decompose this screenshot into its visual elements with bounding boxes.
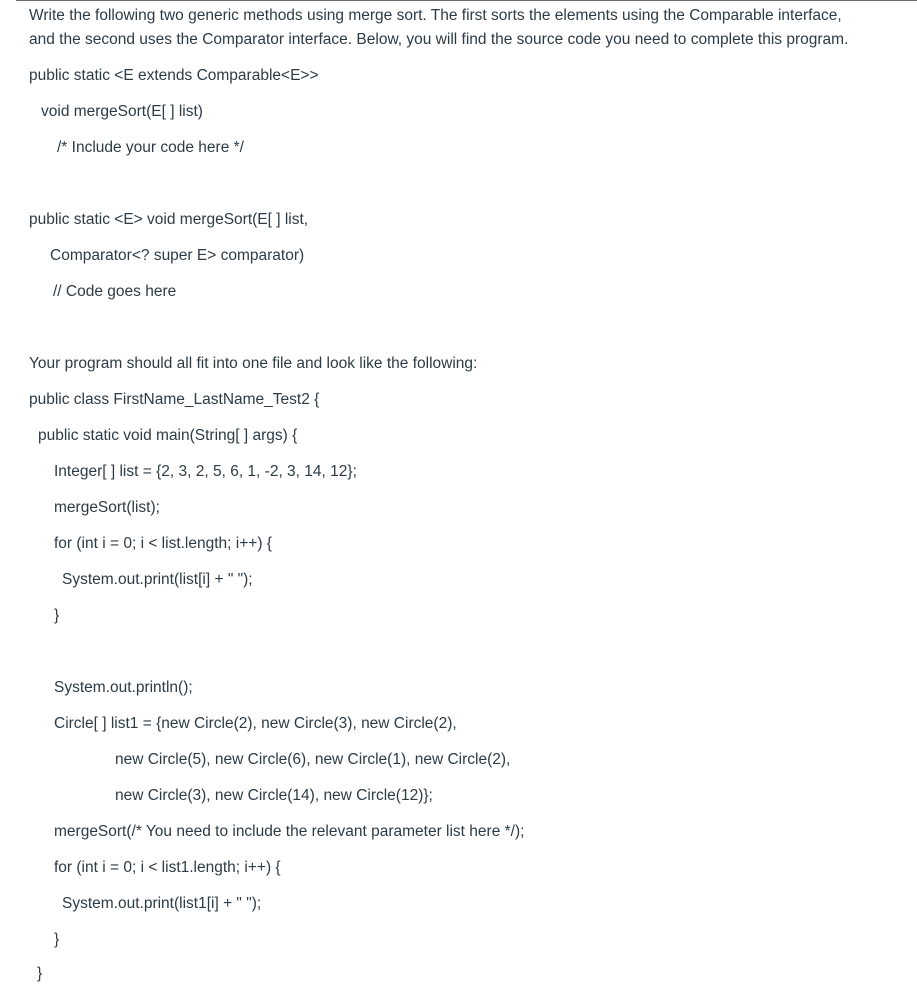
method2-parameter: Comparator<? super E> comparator): [50, 247, 305, 264]
merge-sort-call: mergeSort(list);: [54, 499, 160, 516]
print-statement-2: System.out.print(list1[i] + " ");: [62, 895, 262, 912]
circle-array-line-2: new Circle(5), new Circle(6), new Circle(1), new Circle(2),: [115, 751, 511, 768]
merge-sort-call-2: mergeSort(/* You need to include the relevant parameter list here */);: [54, 823, 525, 840]
class-declaration: public class FirstName_LastName_Test2 {: [29, 391, 320, 408]
intro-line-2: and the second uses the Comparator interface. Below, you will find the source code you need to complete this program.: [29, 31, 849, 48]
method1-signature: public static <E extends Comparable<E>>: [29, 67, 319, 84]
for-loop-2: for (int i = 0; i < list1.length; i++) {: [54, 859, 281, 876]
method1-body-comment: /* Include your code here */: [57, 139, 244, 156]
main-declaration: public static void main(String[ ] args) {: [38, 427, 298, 444]
for-loop-1: for (int i = 0; i < list.length; i++) {: [54, 535, 272, 552]
method2-body-comment: // Code goes here: [53, 283, 177, 300]
closing-brace-partial: }: [37, 965, 43, 982]
integer-list-declaration: Integer[ ] list = {2, 3, 2, 5, 6, 1, -2, 3, 14, 12};: [54, 463, 357, 480]
intro-line-1: Write the following two generic methods using merge sort. The first sorts the elements using the Comparable interface,: [29, 7, 842, 24]
closing-brace-1: }: [54, 607, 60, 624]
circle-array-line-3: new Circle(3), new Circle(14), new Circle(12)};: [115, 787, 433, 804]
method1-declaration: void mergeSort(E[ ] list): [41, 103, 203, 120]
top-divider: [16, 0, 917, 1]
closing-brace-2: }: [54, 931, 60, 948]
method2-signature: public static <E> void mergeSort(E[ ] list,: [29, 211, 309, 228]
println-statement: System.out.println();: [54, 679, 193, 696]
print-statement-1: System.out.print(list[i] + " ");: [62, 571, 253, 588]
circle-array-line-1: Circle[ ] list1 = {new Circle(2), new Circle(3), new Circle(2),: [54, 715, 457, 732]
program-instructions: Your program should all fit into one file and look like the following:: [29, 355, 478, 372]
